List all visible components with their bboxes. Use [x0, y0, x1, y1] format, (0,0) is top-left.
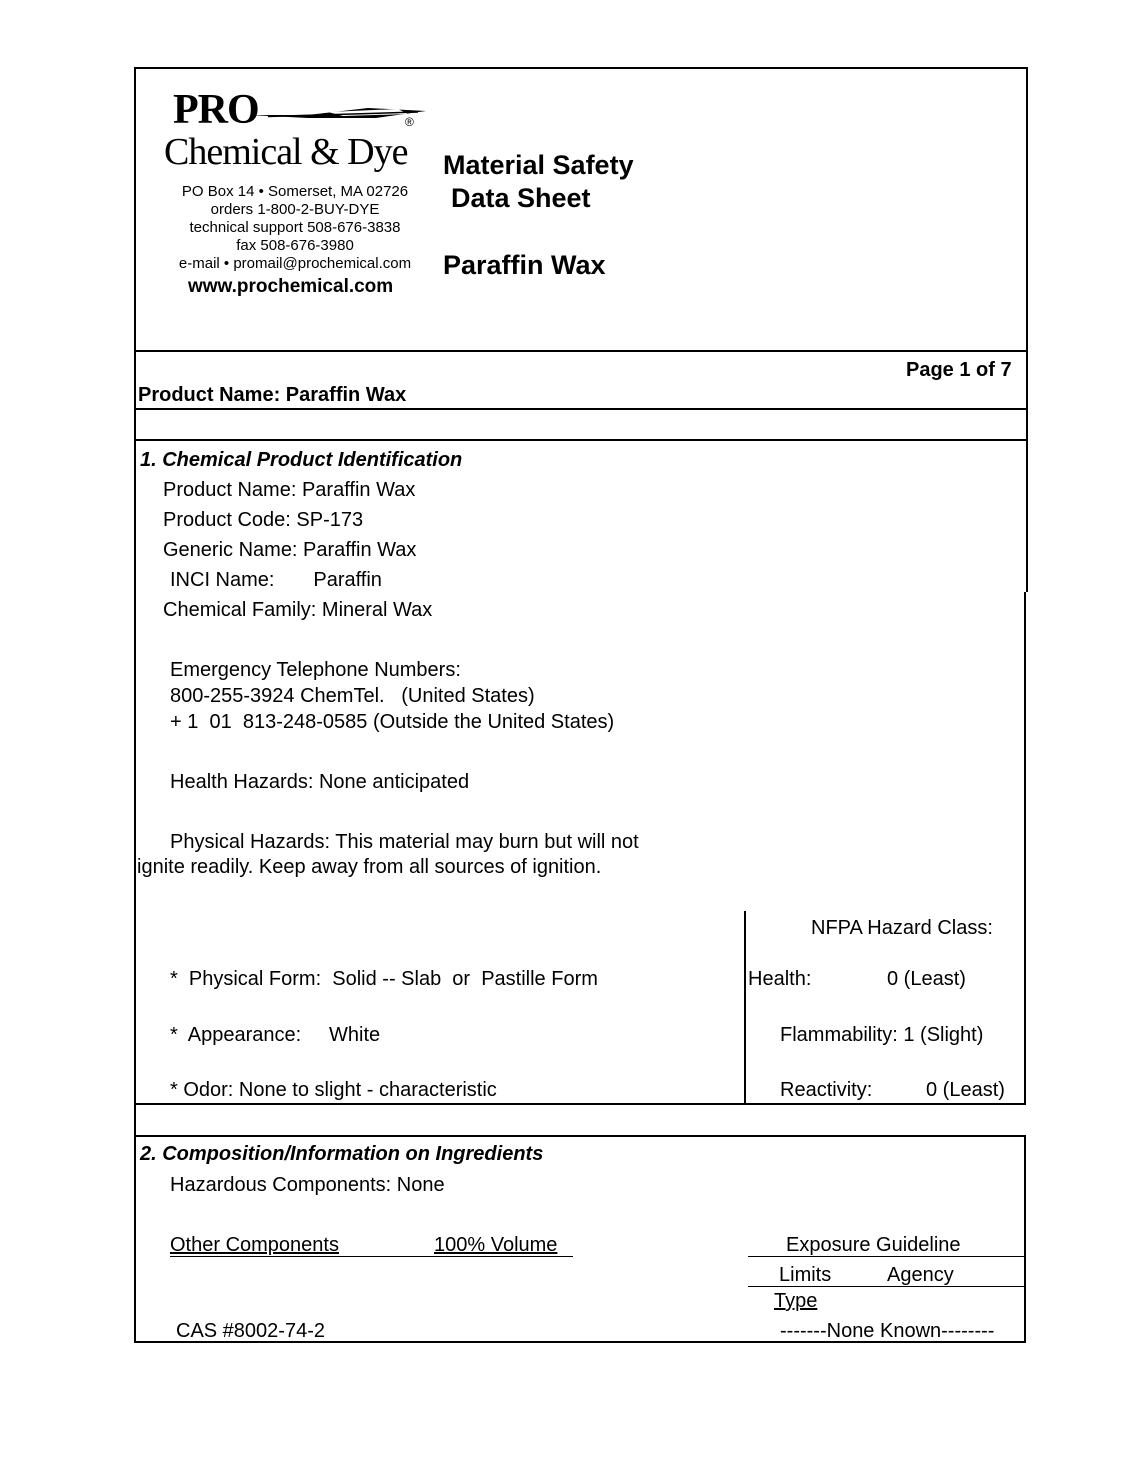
- frame-right-sec2: [1024, 1136, 1026, 1343]
- logo-pro-text: PRO: [173, 87, 259, 133]
- section1-top-divider: [134, 439, 1028, 441]
- limits-header: Limits: [779, 1264, 832, 1286]
- hazardous-components: Hazardous Components: None: [170, 1174, 445, 1196]
- other-components-header: Other Components: [170, 1234, 339, 1256]
- header-divider: [134, 350, 1028, 352]
- physical-hazards-line1: Physical Hazards: This material may burn but will not: [170, 831, 639, 853]
- address-line: orders 1-800-2-BUY-DYE: [210, 201, 380, 218]
- type-header: Type: [774, 1290, 818, 1312]
- logo-arrow-icon: [248, 104, 426, 126]
- inci-name: INCI Name: Paraffin: [170, 569, 382, 591]
- frame-right-bottom: [1024, 592, 1026, 1104]
- frame-right-top: [1026, 67, 1028, 592]
- address-line: PO Box 14 • Somerset, MA 02726: [181, 183, 409, 200]
- frame-top: [134, 67, 1028, 69]
- company-address: [160, 183, 430, 273]
- nfpa-reactivity-label: Reactivity:: [780, 1079, 873, 1101]
- volume-header: 100% Volume: [434, 1234, 558, 1256]
- nfpa-heading: NFPA Hazard Class:: [811, 917, 993, 939]
- appearance: * Appearance: White: [170, 1024, 381, 1046]
- limits-underline: [748, 1286, 1026, 1287]
- agency-header: Agency: [887, 1264, 954, 1286]
- emergency-label: Emergency Telephone Numbers:: [170, 659, 461, 681]
- product-name-label: Product Name: Paraffin Wax: [138, 384, 407, 406]
- logo-chemical-dye-text: Chemical & Dye: [164, 131, 408, 173]
- document-subtitle: Data Sheet: [451, 183, 591, 213]
- chemical-family: Chemical Family: Mineral Wax: [163, 599, 433, 621]
- generic-name: Generic Name: Paraffin Wax: [163, 539, 417, 561]
- address-line: e-mail • promail@prochemical.com: [178, 255, 412, 272]
- registered-mark: ®: [405, 115, 414, 129]
- exposure-guideline-header: Exposure Guideline: [786, 1234, 961, 1256]
- exposure-underline: [748, 1256, 1026, 1257]
- product-code: Product Code: SP-173: [163, 509, 364, 531]
- physical-hazards-line2: ignite readily. Keep away from all sources of ignition.: [137, 856, 602, 878]
- nfpa-health-value: 0 (Least): [887, 968, 966, 990]
- frame-left: [134, 67, 136, 1343]
- address-line: technical support 508-676-3838: [189, 219, 401, 236]
- product-title: Paraffin Wax: [443, 250, 606, 280]
- section1-heading: 1. Chemical Product Identification: [140, 449, 463, 471]
- section2-heading: 2. Composition/Information on Ingredients: [140, 1143, 544, 1165]
- cas-number: CAS #8002-74-2: [176, 1320, 325, 1342]
- nfpa-flammability: Flammability: 1 (Slight): [780, 1024, 984, 1046]
- none-known: -------None Known--------: [780, 1320, 995, 1342]
- emergency-us: 800-255-3924 ChemTel. (United States): [170, 685, 535, 707]
- pageinfo-divider: [134, 408, 1028, 410]
- nfpa-health-label: Health:: [748, 968, 812, 990]
- document-title: Material Safety: [443, 150, 634, 180]
- nfpa-divider: [744, 911, 746, 1104]
- emergency-intl: + 1 01 813-248-0585 (Outside the United States): [170, 711, 615, 733]
- address-line: fax 508-676-3980: [236, 237, 354, 254]
- odor: * Odor: None to slight - characteristic: [170, 1079, 497, 1101]
- product-name: Product Name: Paraffin Wax: [163, 479, 416, 501]
- section1-bottom-divider: [134, 1103, 1026, 1105]
- health-hazards: Health Hazards: None anticipated: [170, 771, 470, 793]
- nfpa-reactivity-value: 0 (Least): [926, 1079, 1005, 1101]
- section2-top-divider: [134, 1135, 1026, 1137]
- company-website: www.prochemical.com: [188, 276, 394, 297]
- page-number: Page 1 of 7: [906, 359, 1012, 381]
- physical-form: * Physical Form: Solid -- Slab or Pastille Form: [170, 968, 598, 990]
- components-underline: [170, 1256, 573, 1257]
